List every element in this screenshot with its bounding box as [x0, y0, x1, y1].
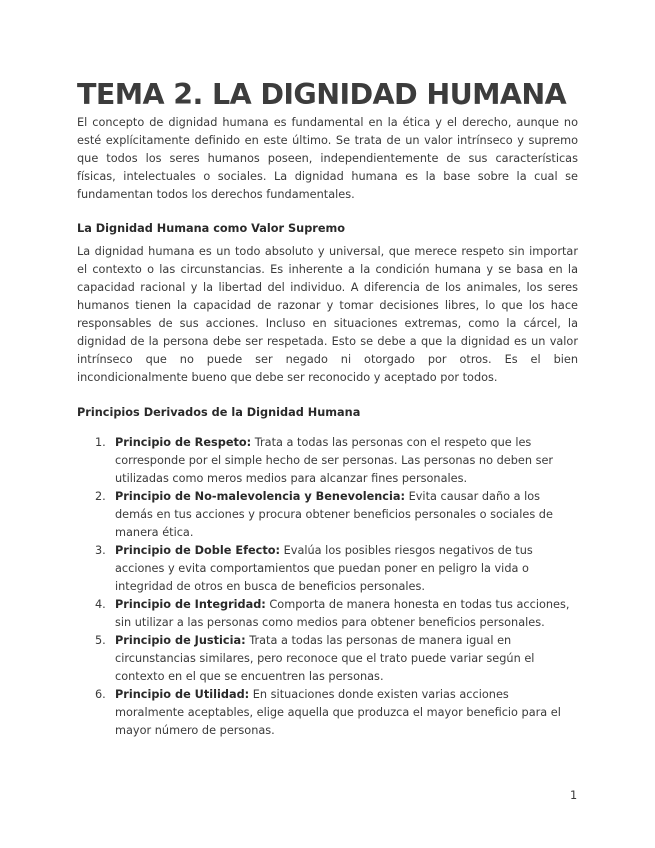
list-item: [77, 434, 577, 488]
list-item-text: Evita causar daño a los demás en tus acciones y procura obtener beneficios personales o sociales de manera ética.: [115, 490, 553, 539]
section-heading-principios: Principios Derivados de la Dignidad Humana: [77, 406, 361, 419]
principles-list: [77, 434, 578, 740]
list-item-text: Comporta de manera honesta en todas tus acciones, sin utilizar a las personas como medios para obtener beneficios personales.: [115, 598, 570, 629]
document-page: [77, 78, 578, 740]
list-item-number: 6.: [95, 688, 106, 701]
list-item-text: Trata a todas las personas con el respeto que les corresponde por el simple hecho de ser personas. Las personas no deben ser utilizadas como meros medios para alcanzar fines personales.: [115, 436, 554, 485]
list-item-label: Principio de Doble Efecto:: [115, 544, 281, 557]
list-item-label: Principio de Utilidad:: [115, 688, 250, 701]
section-heading-valor-supremo: La Dignidad Humana como Valor Supremo: [77, 222, 346, 235]
list-item-number: 5.: [95, 634, 106, 647]
list-item-label: Principio de Integridad:: [115, 598, 266, 611]
intro-paragraph: El concepto de dignidad humana es fundamental en la ética y el derecho, aunque no esté explícitamente definido en este último. Se trata de un valor intrínseco y supremo que todos los seres humanos poseen, independientemente de sus características físicas, intelectuales o sociales. La dignidad humana es la base sobre la cual se fundamentan todos los derechos fundamentales.: [77, 116, 578, 201]
page-title: TEMA 2. LA DIGNIDAD HUMANA: [77, 78, 567, 111]
section-body-valor-supremo: La dignidad humana es un todo absoluto y universal, que merece respeto sin importar el contexto o las circunstancias. Es inherente a la condición humana y se basa en la capacidad racional y la libertad del individuo. A diferencia de los animales, los seres humanos tienen la capacidad de razonar y tomar decisiones libres, lo que los hace responsables de sus acciones. Incluso en situaciones extremas, como la cárcel, la dignidad de la persona debe ser respetada. Esto se debe a que la dignidad es un valor intrínseco que no puede ser negado ni otorgado por otros. Es el bien incondicionalmente bueno que debe ser reconocido y aceptado por todos.: [77, 245, 578, 384]
list-item-number: 4.: [95, 598, 106, 611]
list-item-label: Principio de Justicia:: [115, 634, 246, 647]
list-item-text: En situaciones donde existen varias acciones moralmente aceptables, elige aquella que produzca el mayor beneficio para el mayor número de personas.: [115, 688, 561, 737]
list-item: [77, 596, 577, 632]
list-item-label: Principio de Respeto:: [115, 436, 252, 449]
list-item: [77, 488, 577, 542]
list-item-text: Evalúa los posibles riesgos negativos de tus acciones y evita comportamientos que puedan poner en peligro la vida o integridad de otros en busca de beneficios personales.: [115, 544, 533, 593]
list-item: [77, 686, 577, 740]
list-item-number: 3.: [95, 544, 106, 557]
list-item-text: Trata a todas las personas de manera igual en circunstancias similares, pero reconoce que el trato puede variar según el contexto en el que se encuentren las personas.: [115, 634, 535, 683]
list-item-number: 1.: [95, 436, 106, 449]
page-number: 1: [570, 789, 578, 802]
list-item-label: Principio de No-malevolencia y Benevolencia:: [115, 490, 406, 503]
list-item: [77, 632, 577, 686]
list-item: [77, 542, 577, 596]
list-item-number: 2.: [95, 490, 106, 503]
